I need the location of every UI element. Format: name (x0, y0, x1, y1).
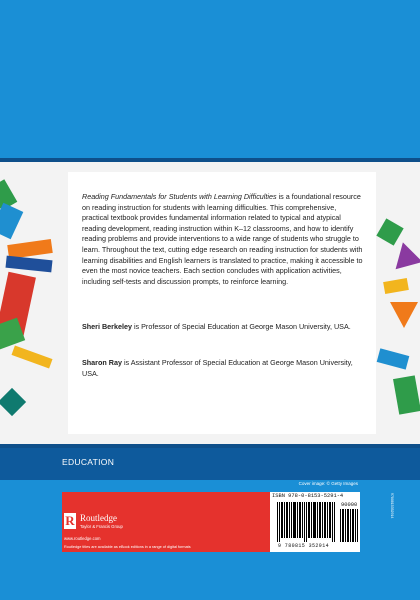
publisher-url: www.routledge.com (64, 536, 101, 541)
book-title-italic: Reading Fundamentals for Students with Learning Difficulties (82, 192, 277, 201)
book-icon (393, 375, 420, 414)
book-icon (0, 388, 26, 416)
logo-letter: R (65, 513, 75, 528)
price-code: 90000 (341, 502, 358, 508)
book-icon (0, 203, 23, 239)
barcode-icon (276, 502, 336, 542)
publisher-name: Routledge (80, 513, 117, 523)
book-icon (11, 345, 52, 368)
top-blue-band (0, 0, 420, 158)
cover-image-credit: Cover image: © Getty Images (298, 481, 358, 486)
book-icon (383, 278, 409, 294)
addon-barcode-icon (340, 509, 358, 542)
book-description (82, 192, 364, 287)
triangle-icon (390, 302, 418, 328)
spine-code (388, 495, 394, 535)
author-name: Sharon Ray (82, 358, 122, 367)
author-bio-text: is Assistant Professor of Special Education at George Mason University, USA. (82, 358, 353, 378)
author-bio-text: is Professor of Special Education at George Mason University, USA. (131, 322, 351, 331)
description-text: is a foundational resource on reading instruction for students with learning difficulties. This comprehensive, practical textbook provides fundamental information related to typical and atypical reading development, reading instruction within K–12 classrooms, and how to identify reading problems and provide interventions to a wide range of students who struggle to learn. Throughout the text, cutting edge research on reading instruction for students with learning disabilities and English learners is translated to practice, making it accessible to even the most novice teachers. Each section concludes with application activities, including self-tests and discussion prompts, to reinforce learning. (82, 192, 363, 286)
author-name: Sheri Berkeley (82, 322, 132, 331)
book-icon (5, 256, 52, 273)
ebook-note: Routledge titles are available as eBook editions in a range of digital formats (64, 545, 191, 549)
publisher-group: Taylor & Francis Group (80, 524, 123, 529)
author-bio-1 (82, 322, 364, 333)
book-icon (377, 348, 410, 369)
spine-code-text: 9780815352914 (390, 493, 394, 519)
author-bio-2 (82, 358, 364, 379)
subject-label: EDUCATION (62, 457, 115, 467)
routledge-logo-icon (64, 513, 76, 529)
isbn-label: ISBN 978-0-8153-5291-4 (272, 493, 344, 499)
book-icon (376, 218, 403, 245)
barcode-number: 9 780815 352914 (278, 543, 330, 549)
